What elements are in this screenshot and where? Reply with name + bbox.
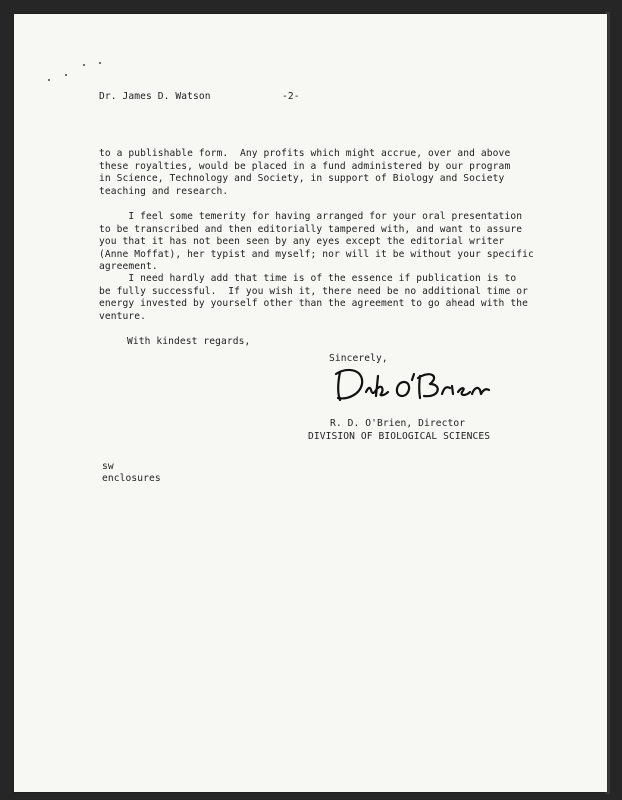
letter-page [14, 14, 607, 792]
paragraph-2-line-5: agreement. [99, 261, 158, 272]
recipient-header: Dr. James D. Watson [99, 91, 211, 102]
paragraph-3-line-2: be fully successful. If you wish it, there need be no additional time or [99, 285, 528, 297]
signer-name: R. D. O'Brien, Director [330, 418, 466, 429]
enclosures-note: enclosures [102, 473, 161, 484]
paragraph-1-line-3: in Science, Technology and Society, in support of Biology and Society [99, 173, 505, 184]
division-name: DIVISION OF BIOLOGICAL SCIENCES [308, 431, 491, 442]
paragraph-2-line-4: (Anne Moffat), her typist and myself; nor will it be without your specific [99, 248, 534, 260]
page-number: -2- [282, 91, 300, 102]
paragraph-2-line-1: I feel some temerity for having arranged for your oral presentation [99, 211, 523, 222]
paragraph-2-line-3: you that it has not been seen by any eyes except the editorial writer [99, 236, 505, 247]
regards-line: With kindest regards, [127, 336, 251, 347]
paragraph-1-line-2: these royalties, would be placed in a fund administered by our program [99, 160, 511, 172]
paragraph-1-line-4: teaching and research. [99, 185, 229, 197]
paragraph-1-line-1: to a publishable form. Any profits which might accrue, over and above [99, 148, 511, 159]
salutation: Sincerely, [329, 353, 388, 364]
paragraph-3-line-3: energy invested by yourself other than the agreement to go ahead with the [99, 298, 528, 309]
paragraph-3-line-4: venture. [99, 310, 147, 322]
typist-initials: sw [102, 461, 114, 472]
paragraph-3-line-1: I need hardly add that time is of the essence if publication is to [99, 273, 517, 284]
paragraph-2-line-2: to be transcribed and then editorially tampered with, and want to assure [99, 223, 523, 235]
handwritten-signature [334, 360, 499, 405]
